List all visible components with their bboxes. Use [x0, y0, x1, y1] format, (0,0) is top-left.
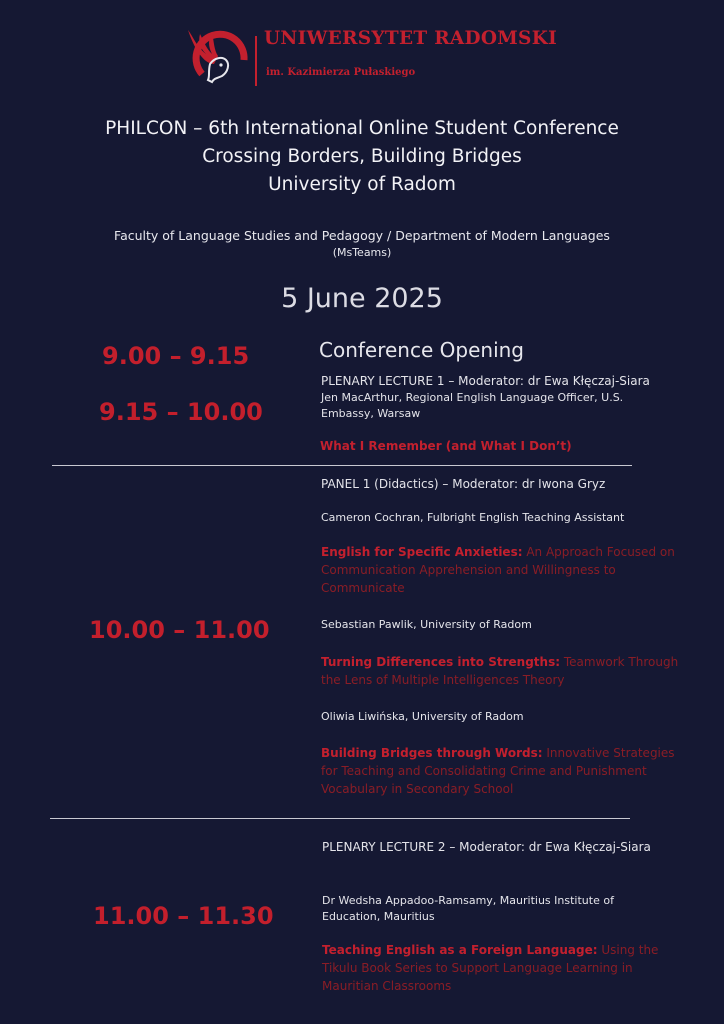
plenary1-time: 9.15 – 10.00	[99, 398, 263, 426]
panel1-heading: PANEL 1 (Didactics) – Moderator: dr Iwona Gryz	[321, 477, 606, 491]
plenary1-talk-title: What I Remember (and What I Don’t)	[320, 439, 572, 453]
plenary2-heading: PLENARY LECTURE 2 – Moderator: dr Ewa Kłęczaj-Siara	[322, 840, 651, 854]
divider	[52, 465, 632, 466]
panel1-talk1-speaker: Cameron Cochran, Fulbright English Teaching Assistant	[321, 511, 625, 524]
platform-line: (MsTeams)	[332, 246, 392, 259]
plenary2-speaker: Dr Wedsha Appadoo-Ramsamy, Mauritius Institute of Education, Mauritius	[322, 894, 614, 923]
university-logo	[184, 24, 564, 92]
panel1-talk2-title: Turning Differences into Strengths: Teamwork Through the Lens of Multiple Intelligences Theory	[321, 655, 679, 687]
plenary1-heading: PLENARY LECTURE 1 – Moderator: dr Ewa Kłęczaj-Siara	[321, 374, 650, 388]
wing-eagle-emblem-icon	[184, 24, 250, 88]
conference-date: 5 June 2025	[281, 283, 443, 314]
conference-theme: Crossing Borders, Building Bridges	[202, 146, 522, 167]
panel1-talk2-speaker: Sebastian Pawlik, University of Radom	[321, 618, 532, 631]
logo-name: UNIWERSYTET RADOMSKI	[264, 28, 558, 49]
panel1-time: 10.00 – 11.00	[89, 616, 270, 644]
plenary2-talk-title: Teaching English as a Foreign Language: Using the Tikulu Book Series to Support Language Learning in Mauritian Classrooms	[322, 943, 659, 993]
panel1-talk1-title: English for Specific Anxieties: An Approach Focused on Communication Apprehension and Willingness to Communicate	[321, 545, 675, 595]
faculty-line: Faculty of Language Studies and Pedagogy / Department of Modern Languages	[114, 228, 610, 243]
logo-subtitle: im. Kazimierza Pułaskiego	[266, 67, 416, 78]
conference-host: University of Radom	[268, 174, 456, 195]
opening-time: 9.00 – 9.15	[102, 342, 250, 370]
opening-title: Conference Opening	[319, 338, 524, 362]
divider	[50, 818, 630, 819]
plenary2-time: 11.00 – 11.30	[93, 902, 274, 930]
conference-title: PHILCON – 6th International Online Student Conference	[105, 118, 619, 139]
logo-divider	[255, 36, 257, 86]
plenary1-speaker: Jen MacArthur, Regional English Language Officer, U.S. Embassy, Warsaw	[321, 391, 624, 420]
panel1-talk3-speaker: Oliwia Liwińska, University of Radom	[321, 710, 524, 723]
panel1-talk3-title: Building Bridges through Words: Innovative Strategies for Teaching and Consolidating Crime and Punishment Vocabulary in Secondary School	[321, 746, 675, 796]
